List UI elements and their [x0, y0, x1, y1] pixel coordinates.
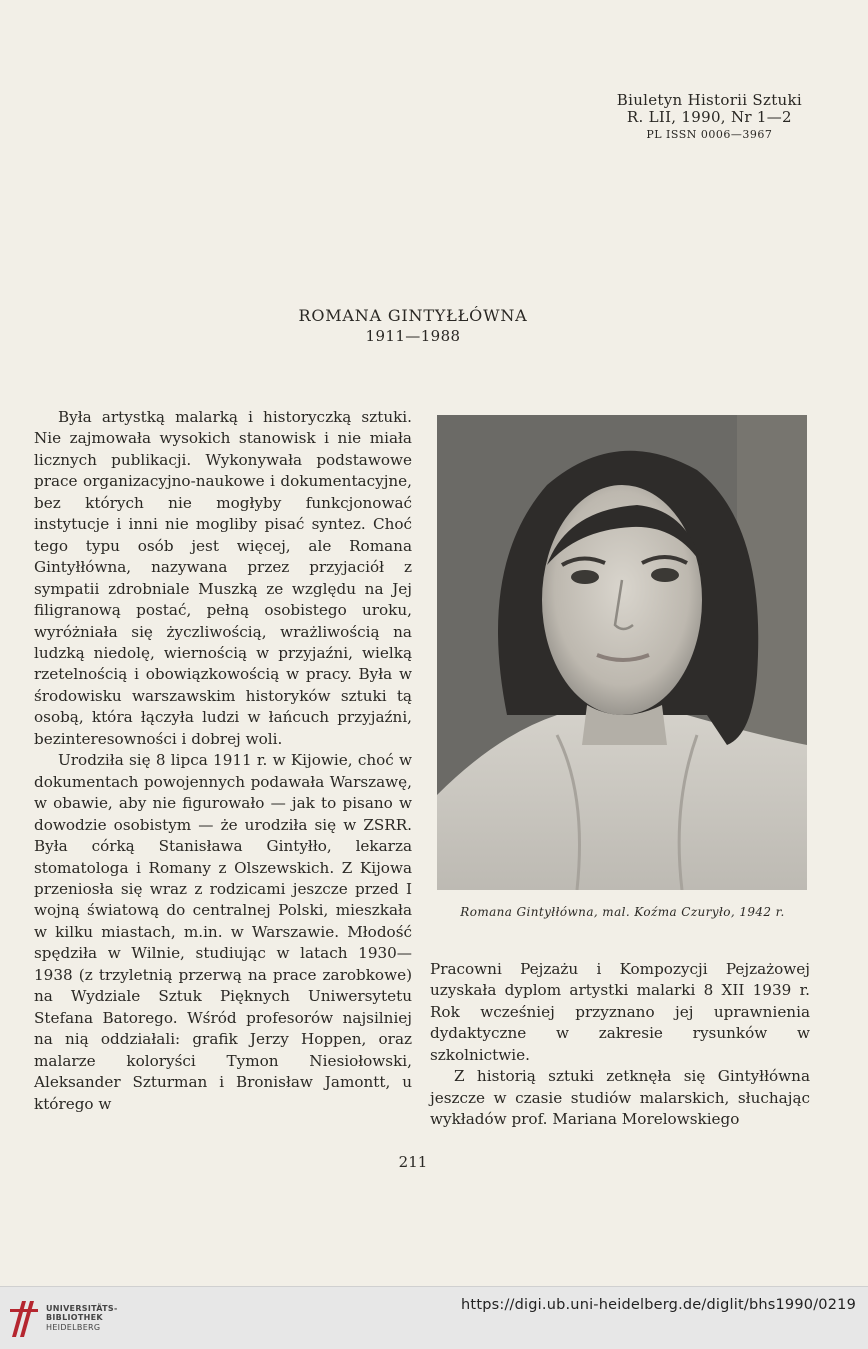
portrait-image: [437, 415, 807, 890]
figure-caption: Romana Gintyłłówna, mal. Koźma Czuryło, 1942 r.: [460, 905, 785, 919]
article-title-block: [0, 306, 826, 345]
paragraph: Urodziła się 8 lipca 1911 r. w Kijowie, choć w dokumentach powojennych podawała Warszawę, w obawie, aby nie figurowało — jak to pisano w dowodzie osobistym — że urodziła się w ZSRR. Była córką Stanisława Gintyłło, lekarza stomatologa i Romany z Olszewskich. Z Kijowa przeniosła się wraz z rodzicami jeszcze przed I wojną światową do centralnej Polski, mieszkała w kilku miastach, m.in. w Warszawie. Młodość spędziła w Wilnie, studiując w latach 1930—1938 (z trzyletnią przerwą na prace zarobkowe) na Wydziale Sztuk Pięknych Uniwersytetu Stefana Batorego. Wśród profesorów najsilniej na nią oddziałali: grafik Jerzy Hoppen, oraz malarze koloryści Tymon Niesiołowski, Aleksander Szturman i Bronisław Jamontt, u którego w: [34, 751, 412, 1113]
article-years: 1911—1988: [365, 327, 461, 345]
viewer-footer: [0, 1286, 868, 1349]
permalink-url[interactable]: https://digi.ub.uni-heidelberg.de/diglit/bhs1990/0219: [461, 1297, 856, 1313]
library-name-line: HEIDELBERG: [46, 1322, 101, 1332]
paragraph: Pracowni Pejzażu i Kompozycji Pejzażowej uzyskała dyplom artystki malarki 8 XII 1939 r. Rok wcześniej przyznano jej uprawnienia dydaktyczne w zakresie rysunków w szkolnictwie.: [430, 960, 810, 1064]
journal-issn: PL ISSN 0006—3967: [646, 128, 773, 141]
library-name-line: UNIVERSITÄTS-: [46, 1303, 118, 1313]
paragraph: Była artystką malarką i historyczką sztuki. Nie zajmowała wysokich stanowisk i nie miała licznych publikacji. Wykonywała podstawowe prace organizacyjno-naukowe i dokumentacyjne, bez których nie mogłyby funkcjonować instytucje i inni nie mogliby pisać syntez. Choć tego typu osób jest więcej, ale Romana Gintyłłówna, nazywana przez przyjaciół z sympatii zdrobniale Muszką ze względu na Jej filigranową postać, pełną osobistego uroku, wyróżniała się życzliwością, wrażliwością na ludzką niedolę, wiernością w przyjaźni, wielką rzetelnością i obowiązkowością w pracy. Była w środowisku warszawskim historyków sztuki tą osobą, która łączyła ludzi w łańcuch przyjaźni, bezinteresowności i dobrej woli.: [34, 408, 412, 748]
portrait-painting: [437, 415, 807, 890]
journal-volume: R. LII, 1990, Nr 1—2: [626, 108, 792, 126]
library-logo[interactable]: [8, 1295, 118, 1341]
page-number: 211: [398, 1153, 428, 1171]
library-logo-icon: [8, 1295, 40, 1341]
logo-bar: [10, 1309, 38, 1312]
right-text-column: [430, 959, 810, 1131]
journal-title: Biuletyn Historii Sztuki: [616, 91, 802, 109]
paragraph: Z historią sztuki zetknęła się Gintyłłówna jeszcze w czasie studiów malarskich, słuchając wykładów prof. Mariana Morelowskiego: [430, 1067, 810, 1129]
journal-header: [617, 92, 802, 143]
article-title: ROMANA GINTYŁŁÓWNA: [298, 306, 528, 325]
left-text-column: [34, 407, 412, 1115]
library-name-line: BIBLIOTHEK: [46, 1313, 103, 1323]
library-name: [46, 1304, 118, 1333]
